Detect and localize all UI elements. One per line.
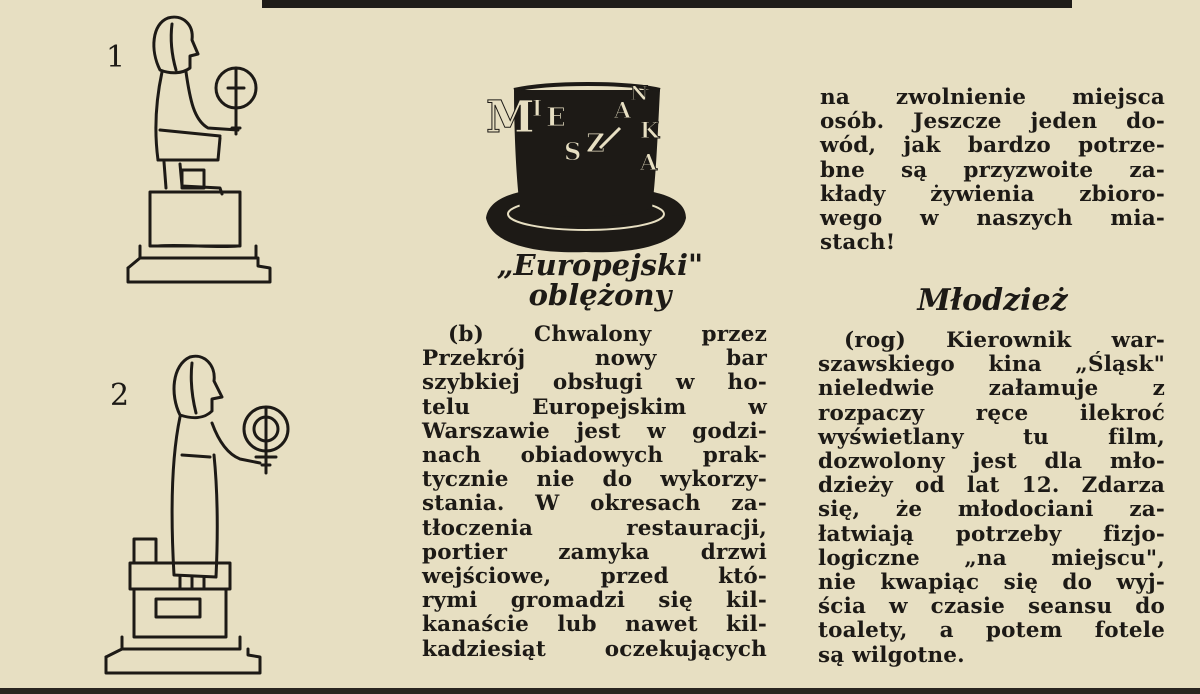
svg-text:I: I <box>532 96 543 122</box>
text-line: nie kwapiąc się do wyj- <box>818 570 1165 596</box>
article-1-body <box>422 323 767 662</box>
text-line: stach! <box>820 230 896 256</box>
text-line: wejściowe, przed któ- <box>422 564 767 590</box>
text-line: wyświetlany tu film, <box>818 424 1165 450</box>
text-line: telu Europejskim w <box>422 394 767 420</box>
text-line: tycznie nie do wykorzy- <box>422 467 767 493</box>
article-1-continuation <box>820 86 1165 255</box>
text-line: Warszawie jest w godzi- <box>422 418 767 444</box>
text-line: stania. W okresach za- <box>422 491 767 517</box>
statue-illustration-2 <box>100 345 290 685</box>
svg-text:S: S <box>564 137 582 166</box>
text-line: dzieży od lat 12. Zdarza <box>818 473 1165 499</box>
text-line: ścia w czasie seansu do <box>818 594 1165 620</box>
svg-text:N: N <box>630 81 649 105</box>
svg-text:K: K <box>640 118 660 144</box>
top-rule <box>262 0 1072 8</box>
text-line: się, że młodociani za- <box>818 497 1165 523</box>
text-line: na zwolnienie miejsca <box>820 85 1165 110</box>
text-line: wego w naszych mia- <box>820 206 1165 232</box>
mieszanka-logo <box>480 78 692 258</box>
statue-illustration-1 <box>120 10 290 300</box>
text-line: nieledwie załamuje z <box>818 376 1165 402</box>
text-line: są wilgotne. <box>818 642 965 668</box>
text-line: nach obiadowych prak- <box>422 443 767 469</box>
text-line: tłoczenia restauracji, <box>422 515 767 541</box>
text-line: osób. Jeszcze jeden do- <box>820 109 1165 135</box>
text-line: portier zamyka drzwi <box>422 539 767 565</box>
text-line: łatwiają potrzeby fizjo- <box>818 521 1165 547</box>
logo-letter-m: M <box>486 92 535 143</box>
text-line: Przekrój nowy bar <box>422 346 767 372</box>
text-line: (rog) Kierownik war- <box>844 328 1165 353</box>
article-2-title: Młodzież <box>917 283 1068 318</box>
text-line: (b) Chwalony przez <box>448 322 767 347</box>
svg-text:A: A <box>614 98 632 124</box>
text-line: szawskiego kina „Śląsk" <box>818 352 1165 378</box>
bottom-edge <box>0 688 1200 694</box>
text-line: wód, jak bardzo potrze- <box>820 133 1165 159</box>
text-line: kłady żywienia zbioro- <box>820 181 1165 207</box>
svg-text:A: A <box>640 150 658 176</box>
text-line: rymi gromadzi się kil- <box>422 588 767 614</box>
figure-number-1: 1 <box>106 40 126 75</box>
text-line: rozpaczy ręce ilekroć <box>818 400 1165 426</box>
text-line: bne są przyzwoite za- <box>820 157 1165 183</box>
article-1-headline <box>430 250 770 310</box>
headline-line-1: „Europejski" <box>496 248 704 282</box>
text-line: logiczne „na miejscu", <box>818 545 1165 571</box>
text-line: szybkiej obsługi w ho- <box>422 370 767 396</box>
headline-line-2: oblężony <box>528 278 672 312</box>
text-line: dozwolony jest dla mło- <box>818 449 1165 475</box>
text-line: kanaście lub nawet kil- <box>422 612 767 638</box>
top-hat-icon <box>480 78 692 258</box>
svg-text:Z: Z <box>586 129 605 159</box>
article-2-body <box>818 329 1165 668</box>
svg-text:E: E <box>546 103 566 133</box>
figure-number-2: 2 <box>110 378 130 413</box>
text-line: kadziesiąt oczekujących <box>422 636 767 662</box>
text-line: toalety, a potem fotele <box>818 618 1165 644</box>
